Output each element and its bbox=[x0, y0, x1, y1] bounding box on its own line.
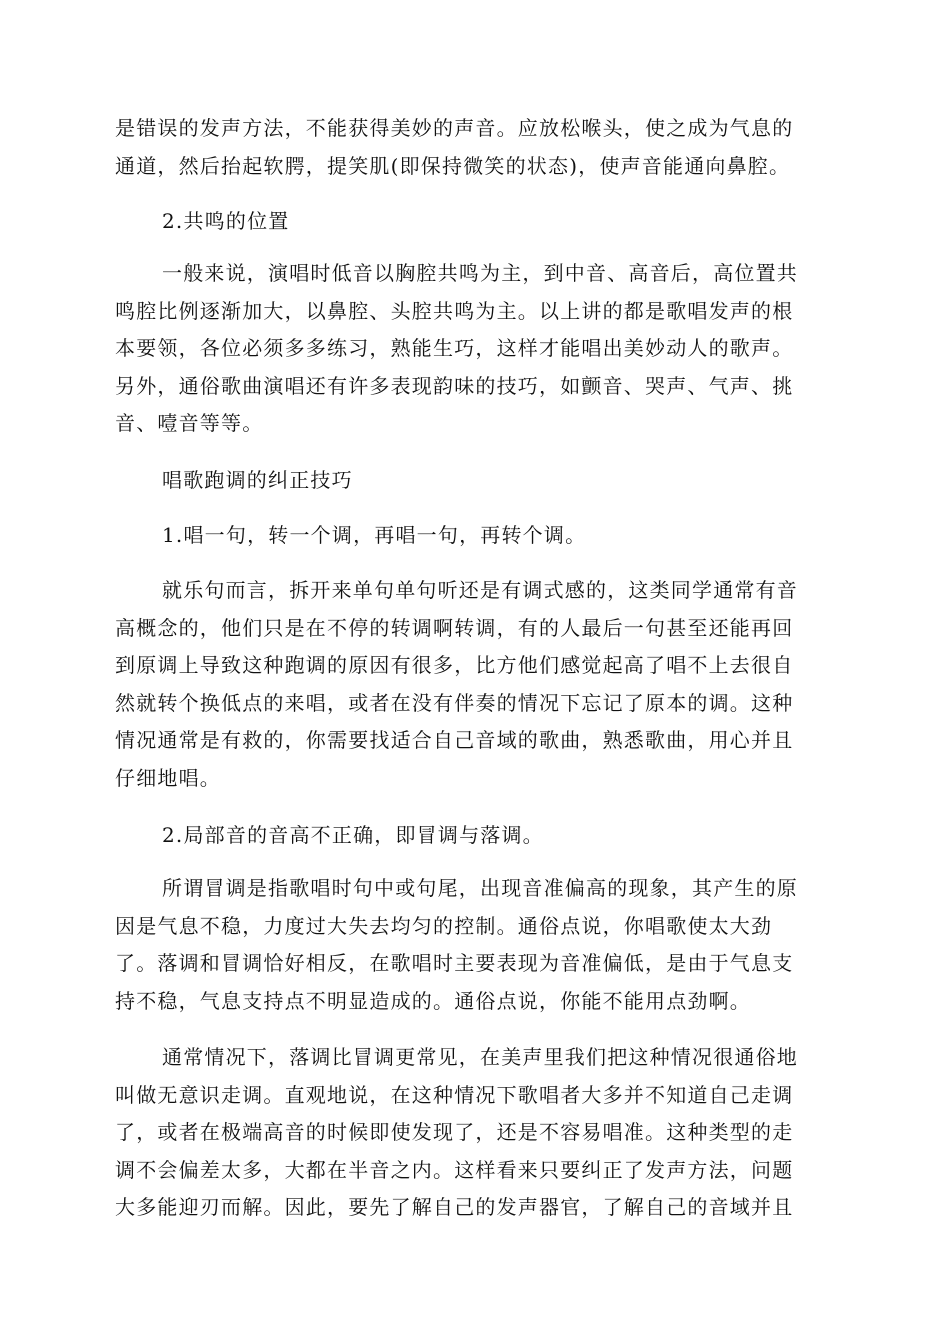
text-line: 就乐句而言，拆开来单句单句听还是有调式感的，这类同学通常有音 bbox=[162, 578, 798, 602]
subheading-sharp-flat bbox=[115, 817, 835, 855]
text-line: 调不会偏差太多，大都在半音之内。这样看来只要纠正了发声方法，问题 bbox=[115, 1157, 794, 1182]
section-heading-resonance-position bbox=[115, 203, 835, 241]
text-line: 2.局部音的音高不正确，即冒调与落调。 bbox=[162, 823, 544, 847]
text-line: 唱歌跑调的纠正技巧 bbox=[162, 468, 353, 492]
text-line: 是错误的发声方法，不能获得美妙的声音。应放松喉头，使之成为气息的 bbox=[115, 116, 794, 140]
text-line: 叫做无意识走调。直观地说，在这种情况下歌唱者大多并不知道自己走调 bbox=[115, 1082, 794, 1107]
section-heading-pitch-correction bbox=[115, 462, 835, 500]
text-line: 鸣腔比例逐渐加大，以鼻腔、头腔共鸣为主。以上讲的都是歌唱发声的根 bbox=[115, 298, 794, 323]
text-line: 1.唱一句，转一个调，再唱一句，再转个调。 bbox=[162, 523, 587, 547]
text-line: 因是气息不稳，力度过大失去均匀的控制。通俗点说，你唱歌使太大劲 bbox=[115, 913, 773, 938]
text-line: 了，或者在极端高音的时候即使发现了，还是不容易唱准。这种类型的走 bbox=[115, 1120, 794, 1145]
paragraph-sharp-flat bbox=[115, 870, 835, 1020]
paragraph-vocal-method-continued bbox=[115, 110, 835, 185]
text-line: 音、噎音等等。 bbox=[115, 411, 264, 436]
paragraph-resonance bbox=[115, 255, 835, 443]
text-line: 了。落调和冒调恰好相反，在歌唱时主要表现为音准偏低，是由于气息支 bbox=[115, 951, 794, 976]
text-line: 到原调上导致这种跑调的原因有很多，比方他们感觉起高了唱不上去很自 bbox=[115, 653, 794, 678]
text-line: 一般来说，演唱时低音以胸腔共鸣为主，到中音、高音后，高位置共 bbox=[162, 261, 798, 285]
text-line: 2.共鸣的位置 bbox=[162, 209, 290, 233]
text-line: 情况通常是有救的，你需要找适合自己音域的歌曲，熟悉歌曲，用心并且 bbox=[115, 728, 794, 753]
subheading-key-change bbox=[115, 517, 835, 555]
paragraph-key-change bbox=[115, 572, 835, 798]
text-line: 然就转个换低点的来唱，或者在没有伴奏的情况下忘记了原本的调。这种 bbox=[115, 690, 794, 715]
text-line: 所谓冒调是指歌唱时句中或句尾，出现音准偏高的现象，其产生的原 bbox=[162, 876, 798, 900]
text-line: 大多能迎刃而解。因此，要先了解自己的发声器官，了解自己的音域并且 bbox=[115, 1195, 794, 1220]
text-line: 通常情况下，落调比冒调更常见，在美声里我们把这种情况很通俗地 bbox=[162, 1045, 798, 1069]
text-line: 另外，通俗歌曲演唱还有许多表现韵味的技巧，如颤音、哭声、气声、挑 bbox=[115, 373, 794, 398]
text-line: 通道，然后抬起软腭，提笑肌(即保持微笑的状态)，使声音能通向鼻腔。 bbox=[115, 153, 791, 178]
text-line: 持不稳，气息支持点不明显造成的。通俗点说，你能不能用点劲啊。 bbox=[115, 988, 751, 1013]
text-line: 本要领，各位必须多多练习，熟能生巧，这样才能唱出美妙动人的歌声。 bbox=[115, 336, 794, 361]
text-line: 高概念的，他们只是在不停的转调啊转调，有的人最后一句甚至还能再回 bbox=[115, 615, 794, 640]
paragraph-unconscious-off-key bbox=[115, 1039, 835, 1227]
text-line: 仔细地唱。 bbox=[115, 765, 221, 790]
